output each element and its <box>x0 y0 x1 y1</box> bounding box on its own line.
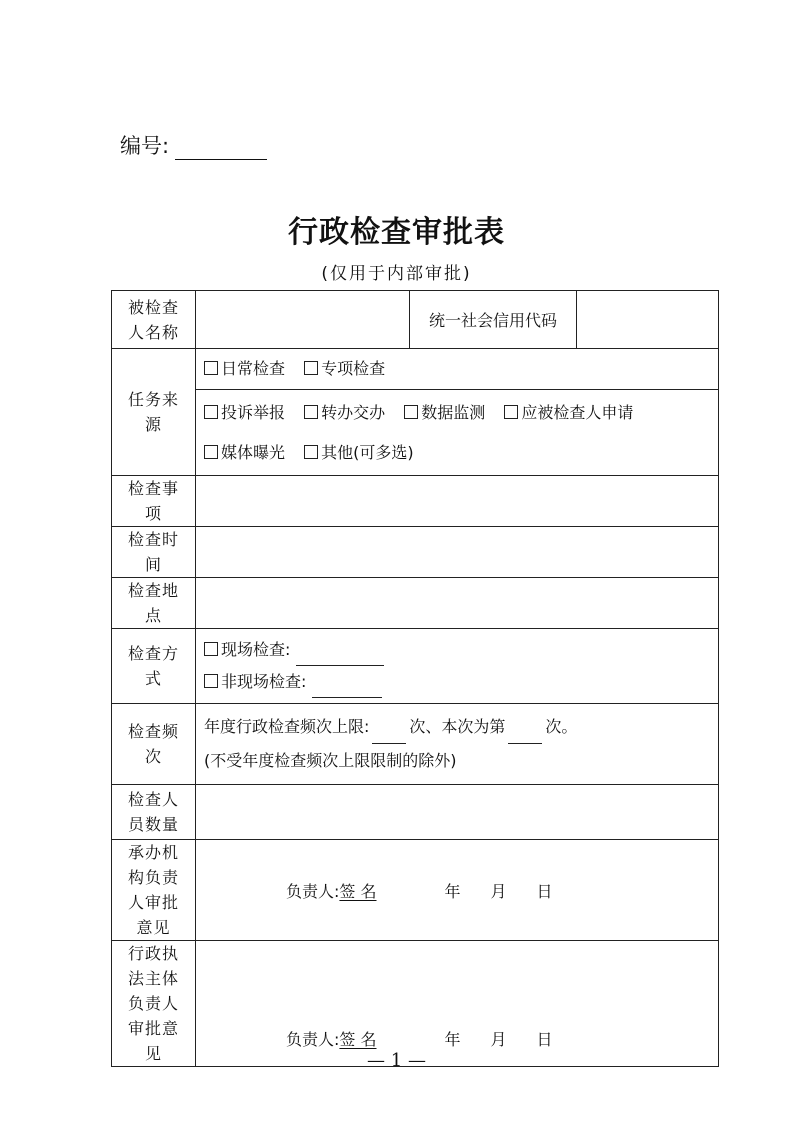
inspection-method-field <box>196 629 719 704</box>
task-source-label: 任务来源 <box>112 349 196 476</box>
date-field[interactable]: 年 月 日 <box>444 1030 553 1049</box>
inspection-place-label: 检查地点 <box>112 578 196 629</box>
table-row <box>112 941 719 1067</box>
inspection-item-field[interactable] <box>196 476 719 527</box>
checkbox[interactable] <box>304 405 318 419</box>
document-number <box>120 130 267 160</box>
table-row <box>112 704 719 785</box>
document-number-label: 编号: <box>120 134 170 158</box>
table-row <box>112 291 719 349</box>
credit-code-label: 统一社会信用代码 <box>410 291 577 349</box>
onsite-blank[interactable] <box>296 647 384 666</box>
checkbox[interactable] <box>204 361 218 375</box>
table-row <box>112 390 719 476</box>
frequency-current-blank[interactable] <box>508 725 542 744</box>
option-data-monitoring[interactable]: 数据监测 <box>404 393 485 433</box>
table-row <box>112 629 719 704</box>
checkbox[interactable] <box>204 405 218 419</box>
date-field[interactable]: 年 月 日 <box>444 881 553 901</box>
form-title: 行政检查审批表 <box>288 215 505 250</box>
table-row <box>112 527 719 578</box>
staff-count-field[interactable] <box>196 785 719 840</box>
checkbox[interactable] <box>204 642 218 656</box>
option-media-exposure[interactable]: 媒体曝光 <box>204 433 285 473</box>
inspection-method-label: 检查方式 <box>112 629 196 704</box>
task-source-row2 <box>196 390 719 476</box>
checkbox[interactable] <box>304 361 318 375</box>
checkbox[interactable] <box>204 674 218 688</box>
frequency-text: 次。 <box>545 717 578 736</box>
table-row <box>112 840 719 941</box>
inspection-item-label: 检查事项 <box>112 476 196 527</box>
table-row <box>112 476 719 527</box>
approval-form-table <box>111 290 719 1067</box>
inspection-place-field[interactable] <box>196 578 719 629</box>
option-complaint[interactable]: 投诉举报 <box>204 393 285 433</box>
form-subtitle: (仅用于内部审批) <box>321 264 472 284</box>
option-special-inspection[interactable]: 专项检查 <box>304 349 385 389</box>
inspection-frequency-field <box>196 704 719 785</box>
signature-field[interactable]: 签 名 <box>339 1030 377 1049</box>
checkbox[interactable] <box>204 445 218 459</box>
table-row <box>112 785 719 840</box>
main-approval-label: 行政执法主体负责人审批意见 <box>112 941 196 1067</box>
inspection-frequency-label: 检查频次 <box>112 704 196 785</box>
inspection-time-label: 检查时间 <box>112 527 196 578</box>
checkbox[interactable] <box>504 405 518 419</box>
inspected-name-field[interactable] <box>196 291 410 349</box>
main-approval-field[interactable]: 负责人:签 名 年 月 日 <box>196 941 719 1067</box>
staff-count-label: 检查人员数量 <box>112 785 196 840</box>
option-referral[interactable]: 转办交办 <box>304 393 385 433</box>
frequency-text: 年度行政检查频次上限: <box>204 717 370 736</box>
frequency-note: (不受年度检查频次上限限制的除外) <box>204 751 457 770</box>
org-approval-label: 承办机构负责人审批意见 <box>112 840 196 941</box>
credit-code-field[interactable] <box>577 291 719 349</box>
task-source-row1 <box>196 349 719 390</box>
checkbox[interactable] <box>404 405 418 419</box>
option-other[interactable]: 其他(可多选) <box>304 433 414 473</box>
document-number-field[interactable] <box>175 137 267 160</box>
option-offsite[interactable]: 非现场检查: <box>204 666 710 698</box>
inspection-time-field[interactable] <box>196 527 719 578</box>
offsite-blank[interactable] <box>312 679 382 698</box>
inspected-name-label: 被检查人名称 <box>112 291 196 349</box>
table-row <box>112 578 719 629</box>
frequency-text: 次、本次为第 <box>409 717 506 736</box>
org-approval-field[interactable]: 负责人:签 名 年 月 日 <box>196 840 719 941</box>
checkbox[interactable] <box>304 445 318 459</box>
option-onsite[interactable]: 现场检查: <box>204 634 710 666</box>
signature-field[interactable]: 签 名 <box>339 881 377 901</box>
table-row <box>112 349 719 390</box>
option-daily-inspection[interactable]: 日常检查 <box>204 349 285 389</box>
option-request[interactable]: 应被检查人申请 <box>504 393 633 433</box>
frequency-limit-blank[interactable] <box>372 725 406 744</box>
page-number: — 1 — <box>367 1050 426 1071</box>
